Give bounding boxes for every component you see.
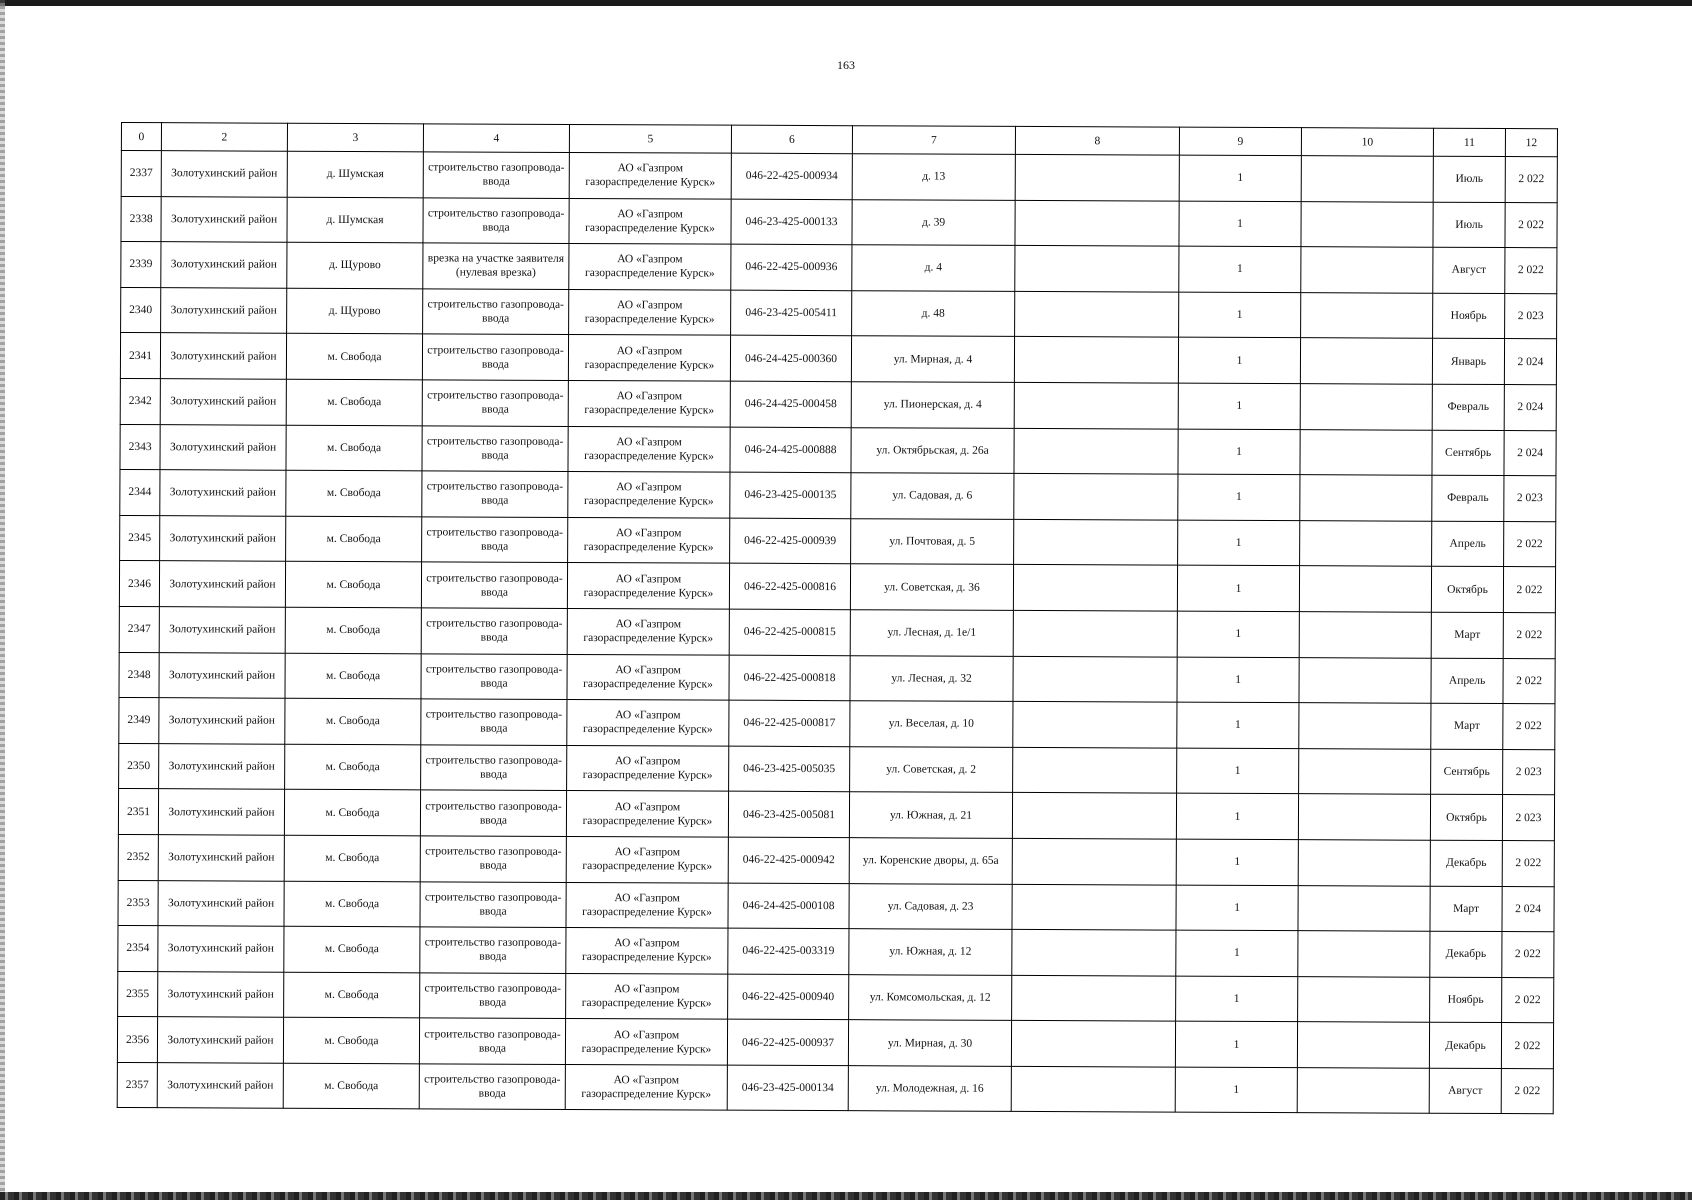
row-number: 2352 <box>118 834 158 880</box>
column-8-cell <box>1013 656 1177 702</box>
column-header: 4 <box>423 124 569 153</box>
quantity-cell: 1 <box>1179 201 1301 247</box>
column-10-cell <box>1300 520 1432 566</box>
month-cell: Январь <box>1432 339 1504 385</box>
table-row <box>117 1062 1553 1114</box>
quantity-cell: 1 <box>1178 429 1300 475</box>
row-number: 2347 <box>119 606 159 652</box>
column-8-cell <box>1013 702 1177 748</box>
settlement-cell: м. Свобода <box>286 516 422 562</box>
address-cell: ул. Южная, д. 21 <box>849 792 1012 838</box>
column-10-cell <box>1299 703 1431 749</box>
organization-cell: АО «Газпром газораспределение Курск» <box>567 563 729 609</box>
month-cell: Август <box>1429 1068 1501 1114</box>
row-number: 2356 <box>117 1017 157 1063</box>
scan-edge-bottom <box>0 1192 1692 1200</box>
year-cell: 2 023 <box>1504 476 1556 522</box>
work-type-cell: строительство газопровода-ввода <box>422 425 568 471</box>
work-type-cell: строительство газопровода-ввода <box>421 745 567 791</box>
record-code-cell: 046-22-425-000939 <box>730 518 851 564</box>
row-number: 2349 <box>119 698 159 744</box>
row-number: 2351 <box>118 789 158 835</box>
record-code-cell: 046-23-425-000134 <box>727 1065 848 1111</box>
organization-cell: АО «Газпром газораспределение Курск» <box>567 654 729 700</box>
quantity-cell: 1 <box>1177 702 1299 748</box>
year-cell: 2 023 <box>1502 795 1554 841</box>
record-code-cell: 046-22-425-000942 <box>728 837 849 883</box>
table-row <box>118 880 1554 932</box>
row-number: 2337 <box>121 151 161 197</box>
organization-cell: АО «Газпром газораспределение Курск» <box>566 791 728 837</box>
work-type-cell: строительство газопровода-ввода <box>421 699 567 745</box>
work-type-cell: строительство газопровода-ввода <box>420 790 566 836</box>
district-cell: Золотухинский район <box>160 470 286 516</box>
year-cell: 2 022 <box>1504 521 1556 567</box>
scan-edge-left <box>0 0 5 1200</box>
work-type-cell: строительство газопровода-ввода <box>423 289 569 335</box>
address-cell: ул. Почтовая, д. 5 <box>851 518 1014 564</box>
work-type-cell: строительство газопровода-ввода <box>420 836 566 882</box>
organization-cell: АО «Газпром газораспределение Курск» <box>567 745 729 791</box>
column-10-cell <box>1299 657 1431 703</box>
quantity-cell: 1 <box>1178 383 1300 429</box>
table-row <box>119 698 1555 750</box>
record-code-cell: 046-23-425-000135 <box>730 472 851 518</box>
table-row <box>120 378 1556 430</box>
record-code-cell: 046-23-425-005081 <box>728 791 849 837</box>
address-cell: ул. Мирная, д. 30 <box>848 1020 1011 1066</box>
table-row <box>119 743 1555 795</box>
row-number: 2346 <box>119 561 159 607</box>
year-cell: 2 024 <box>1504 385 1556 431</box>
settlement-cell: м. Свобода <box>283 1063 419 1109</box>
row-number: 2354 <box>118 926 158 972</box>
month-cell: Февраль <box>1432 475 1504 521</box>
district-cell: Золотухинский район <box>161 151 287 197</box>
column-8-cell <box>1014 382 1178 428</box>
year-cell: 2 022 <box>1503 658 1555 704</box>
district-cell: Золотухинский район <box>158 835 284 881</box>
district-cell: Золотухинский район <box>160 379 286 425</box>
month-cell: Март <box>1431 612 1503 658</box>
address-cell: д. 13 <box>852 154 1015 200</box>
column-header: 5 <box>569 124 731 153</box>
column-10-cell <box>1298 976 1430 1022</box>
work-type-cell: строительство газопровода-ввода <box>422 471 568 517</box>
quantity-cell: 1 <box>1176 793 1298 839</box>
organization-cell: АО «Газпром газораспределение Курск» <box>569 289 731 335</box>
settlement-cell: м. Свобода <box>285 653 421 699</box>
record-code-cell: 046-22-425-003319 <box>728 928 849 974</box>
address-cell: ул. Лесная, д. 1е/1 <box>850 610 1013 656</box>
settlement-cell: м. Свобода <box>284 790 420 836</box>
table-row <box>117 1017 1553 1069</box>
work-type-cell: строительство газопровода-ввода <box>422 380 568 426</box>
year-cell: 2 024 <box>1504 339 1556 385</box>
column-10-cell <box>1300 384 1432 430</box>
quantity-cell: 1 <box>1179 292 1301 338</box>
address-cell: ул. Молодежная, д. 16 <box>848 1066 1011 1112</box>
column-header: 3 <box>287 123 423 152</box>
address-cell: ул. Октябрьская, д. 26а <box>851 427 1014 473</box>
record-code-cell: 046-22-425-000936 <box>731 244 852 290</box>
table-row <box>121 196 1557 248</box>
column-8-cell <box>1012 838 1176 884</box>
table-row <box>118 834 1554 886</box>
month-cell: Сентябрь <box>1432 430 1504 476</box>
work-type-cell: строительство газопровода-ввода <box>420 881 566 927</box>
column-header: 8 <box>1015 126 1179 155</box>
month-cell: Октябрь <box>1431 567 1503 613</box>
column-10-cell <box>1298 794 1430 840</box>
quantity-cell: 1 <box>1178 474 1300 520</box>
month-cell: Июль <box>1433 202 1505 248</box>
work-type-cell: строительство газопровода-ввода <box>422 334 568 380</box>
column-header: 0 <box>121 123 161 151</box>
quantity-cell: 1 <box>1176 976 1298 1022</box>
quantity-cell: 1 <box>1177 748 1299 794</box>
year-cell: 2 022 <box>1502 977 1554 1023</box>
organization-cell: АО «Газпром газораспределение Курск» <box>566 928 728 974</box>
district-cell: Золотухинский район <box>160 333 286 379</box>
work-type-cell: строительство газопровода-ввода <box>419 1064 565 1110</box>
column-8-cell <box>1011 1066 1175 1112</box>
district-cell: Золотухинский район <box>159 652 285 698</box>
table-row <box>121 287 1557 339</box>
district-cell: Золотухинский район <box>159 743 285 789</box>
year-cell: 2 022 <box>1503 612 1555 658</box>
district-cell: Золотухинский район <box>161 287 287 333</box>
record-code-cell: 046-23-425-005035 <box>729 746 850 792</box>
column-8-cell <box>1014 474 1178 520</box>
quantity-cell: 1 <box>1178 337 1300 383</box>
row-number: 2339 <box>121 242 161 288</box>
month-cell: Февраль <box>1432 384 1504 430</box>
column-header: 7 <box>852 126 1015 155</box>
organization-cell: АО «Газпром газораспределение Курск» <box>568 380 730 426</box>
column-10-cell <box>1298 840 1430 886</box>
year-cell: 2 024 <box>1502 886 1554 932</box>
work-type-cell: строительство газопровода-ввода <box>420 927 566 973</box>
district-cell: Золотухинский район <box>159 698 285 744</box>
year-cell: 2 022 <box>1505 202 1557 248</box>
settlement-cell: м. Свобода <box>284 881 420 927</box>
organization-cell: АО «Газпром газораспределение Курск» <box>569 244 731 290</box>
record-code-cell: 046-24-425-000108 <box>728 883 849 929</box>
settlement-cell: м. Свобода <box>286 379 422 425</box>
settlement-cell: м. Свобода <box>285 698 421 744</box>
quantity-cell: 1 <box>1176 839 1298 885</box>
month-cell: Сентябрь <box>1431 749 1503 795</box>
column-header: 2 <box>161 123 287 152</box>
month-cell: Ноябрь <box>1433 293 1505 339</box>
district-cell: Золотухинский район <box>158 971 284 1017</box>
district-cell: Золотухинский район <box>161 196 287 242</box>
record-code-cell: 046-24-425-000888 <box>730 427 851 473</box>
column-8-cell <box>1011 1021 1175 1067</box>
district-cell: Золотухинский район <box>160 424 286 470</box>
organization-cell: АО «Газпром газораспределение Курск» <box>566 836 728 882</box>
column-header: 6 <box>731 125 852 154</box>
column-header: 12 <box>1505 129 1557 157</box>
table-row <box>120 470 1556 522</box>
quantity-cell: 1 <box>1178 520 1300 566</box>
column-8-cell <box>1012 884 1176 930</box>
record-code-cell: 046-24-425-000360 <box>730 336 851 382</box>
row-number: 2357 <box>117 1062 157 1108</box>
district-cell: Золотухинский район <box>158 926 284 972</box>
column-10-cell <box>1301 156 1433 202</box>
record-code-cell: 046-22-425-000818 <box>729 655 850 701</box>
work-type-cell: строительство газопровода-ввода <box>423 197 569 243</box>
record-code-cell: 046-22-425-000940 <box>728 974 849 1020</box>
table-row <box>118 971 1554 1023</box>
address-cell: ул. Лесная, д. 32 <box>850 655 1013 701</box>
work-type-cell: строительство газопровода-ввода <box>421 608 567 654</box>
column-10-cell <box>1297 1068 1429 1114</box>
settlement-cell: м. Свобода <box>284 926 420 972</box>
column-8-cell <box>1015 154 1179 200</box>
row-number: 2344 <box>120 470 160 516</box>
organization-cell: АО «Газпром газораспределение Курск» <box>567 700 729 746</box>
scan-edge-top <box>0 0 1692 6</box>
column-10-cell <box>1301 247 1433 293</box>
table-row <box>118 789 1554 841</box>
district-cell: Золотухинский район <box>161 242 287 288</box>
work-type-cell: строительство газопровода-ввода <box>421 653 567 699</box>
address-cell: д. 4 <box>852 245 1015 291</box>
column-8-cell <box>1015 200 1179 246</box>
table-row <box>120 333 1556 385</box>
settlement-cell: м. Свобода <box>286 470 422 516</box>
work-type-cell: врезка на участке заявителя (нулевая врезка) <box>423 243 569 289</box>
settlement-cell: м. Свобода <box>284 972 420 1018</box>
address-cell: д. 39 <box>852 199 1015 245</box>
record-code-cell: 046-22-425-000816 <box>729 564 850 610</box>
record-code-cell: 046-22-425-000817 <box>729 700 850 746</box>
table-row <box>120 515 1556 567</box>
quantity-cell: 1 <box>1177 657 1299 703</box>
year-cell: 2 022 <box>1501 1023 1553 1069</box>
organization-cell: АО «Газпром газораспределение Курск» <box>569 198 731 244</box>
table-row <box>119 652 1555 704</box>
settlement-cell: д. Щурово <box>287 242 423 288</box>
quantity-cell: 1 <box>1176 930 1298 976</box>
address-cell: ул. Садовая, д. 6 <box>851 473 1014 519</box>
district-cell: Золотухинский район <box>158 789 284 835</box>
row-number: 2338 <box>121 196 161 242</box>
quantity-cell: 1 <box>1175 1067 1297 1113</box>
quantity-cell: 1 <box>1176 885 1298 931</box>
page-number: 163 <box>837 58 855 72</box>
year-cell: 2 023 <box>1503 749 1555 795</box>
year-cell: 2 024 <box>1504 430 1556 476</box>
table-row <box>120 424 1556 476</box>
address-cell: ул. Советская, д. 36 <box>850 564 1013 610</box>
column-10-cell <box>1298 931 1430 977</box>
record-code-cell: 046-23-425-000133 <box>731 199 852 245</box>
table-row <box>119 606 1555 658</box>
settlement-cell: м. Свобода <box>285 744 421 790</box>
quantity-cell: 1 <box>1177 565 1299 611</box>
settlement-cell: м. Свобода <box>286 425 422 471</box>
register-table <box>117 122 1558 1115</box>
row-number: 2342 <box>120 378 160 424</box>
column-10-cell <box>1298 885 1430 931</box>
column-8-cell <box>1015 291 1179 337</box>
row-number: 2353 <box>118 880 158 926</box>
month-cell: Декабрь <box>1430 931 1502 977</box>
month-cell: Июль <box>1433 156 1505 202</box>
district-cell: Золотухинский район <box>159 607 285 653</box>
organization-cell: АО «Газпром газораспределение Курск» <box>565 1064 727 1110</box>
column-10-cell <box>1301 292 1433 338</box>
column-10-cell <box>1300 475 1432 521</box>
row-number: 2348 <box>119 652 159 698</box>
work-type-cell: строительство газопровода-ввода <box>422 517 568 563</box>
address-cell: ул. Советская, д. 2 <box>850 746 1013 792</box>
month-cell: Апрель <box>1431 658 1503 704</box>
row-number: 2341 <box>120 333 160 379</box>
record-code-cell: 046-22-425-000815 <box>729 609 850 655</box>
column-8-cell <box>1012 929 1176 975</box>
column-8-cell <box>1013 747 1177 793</box>
organization-cell: АО «Газпром газораспределение Курск» <box>568 335 730 381</box>
month-cell: Октябрь <box>1430 795 1502 841</box>
address-cell: ул. Коренские дворы, д. 65а <box>849 838 1012 884</box>
month-cell: Август <box>1433 247 1505 293</box>
column-8-cell <box>1013 565 1177 611</box>
column-10-cell <box>1297 1022 1429 1068</box>
work-type-cell: строительство газопровода-ввода <box>421 562 567 608</box>
work-type-cell: строительство газопровода-ввода <box>420 972 566 1018</box>
work-type-cell: строительство газопровода-ввода <box>423 152 569 198</box>
table-row <box>121 242 1557 294</box>
district-cell: Золотухинский район <box>159 561 285 607</box>
record-code-cell: 046-22-425-000937 <box>727 1019 848 1065</box>
settlement-cell: д. Шумская <box>287 151 423 197</box>
column-8-cell <box>1014 519 1178 565</box>
column-10-cell <box>1299 566 1431 612</box>
district-cell: Золотухинский район <box>157 1017 283 1063</box>
row-number: 2340 <box>121 287 161 333</box>
quantity-cell: 1 <box>1177 611 1299 657</box>
year-cell: 2 022 <box>1502 840 1554 886</box>
column-10-cell <box>1300 338 1432 384</box>
organization-cell: АО «Газпром газораспределение Курск» <box>567 608 729 654</box>
record-code-cell: 046-23-425-005411 <box>731 290 852 336</box>
organization-cell: АО «Газпром газораспределение Курск» <box>569 152 731 198</box>
row-number: 2343 <box>120 424 160 470</box>
address-cell: ул. Садовая, д. 23 <box>849 883 1012 929</box>
month-cell: Апрель <box>1432 521 1504 567</box>
month-cell: Ноябрь <box>1430 977 1502 1023</box>
record-code-cell: 046-22-425-000934 <box>731 153 852 199</box>
quantity-cell: 1 <box>1175 1021 1297 1067</box>
settlement-cell: м. Свобода <box>285 562 421 608</box>
settlement-cell: м. Свобода <box>285 607 421 653</box>
column-8-cell <box>1013 610 1177 656</box>
column-8-cell <box>1012 975 1176 1021</box>
year-cell: 2 022 <box>1505 157 1557 203</box>
month-cell: Декабрь <box>1429 1022 1501 1068</box>
year-cell: 2 022 <box>1505 248 1557 294</box>
organization-cell: АО «Газпром газораспределение Курск» <box>568 426 730 472</box>
address-cell: ул. Южная, д. 12 <box>849 929 1012 975</box>
address-cell: д. 48 <box>852 290 1015 336</box>
district-cell: Золотухинский район <box>158 880 284 926</box>
column-header: 9 <box>1179 127 1301 156</box>
address-cell: ул. Мирная, д. 4 <box>851 336 1014 382</box>
column-header: 10 <box>1301 128 1433 157</box>
year-cell: 2 022 <box>1502 932 1554 978</box>
organization-cell: АО «Газпром газораспределение Курск» <box>566 973 728 1019</box>
table-row <box>121 151 1557 203</box>
column-8-cell <box>1014 337 1178 383</box>
year-cell: 2 022 <box>1503 567 1555 613</box>
settlement-cell: д. Шумская <box>287 197 423 243</box>
address-cell: ул. Комсомольская, д. 12 <box>849 974 1012 1020</box>
month-cell: Март <box>1430 886 1502 932</box>
organization-cell: АО «Газпром газораспределение Курск» <box>566 882 728 928</box>
organization-cell: АО «Газпром газораспределение Курск» <box>568 517 730 563</box>
column-8-cell <box>1012 793 1176 839</box>
month-cell: Март <box>1431 703 1503 749</box>
column-header: 11 <box>1433 128 1505 156</box>
column-10-cell <box>1299 612 1431 658</box>
column-10-cell <box>1300 429 1432 475</box>
settlement-cell: м. Свобода <box>283 1017 419 1063</box>
column-10-cell <box>1299 748 1431 794</box>
table-row <box>118 926 1554 978</box>
year-cell: 2 022 <box>1501 1068 1553 1114</box>
address-cell: ул. Веселая, д. 10 <box>850 701 1013 747</box>
quantity-cell: 1 <box>1179 155 1301 201</box>
organization-cell: АО «Газпром газораспределение Курск» <box>568 472 730 518</box>
address-cell: ул. Пионерская, д. 4 <box>851 382 1014 428</box>
column-8-cell <box>1014 428 1178 474</box>
work-type-cell: строительство газопровода-ввода <box>419 1018 565 1064</box>
quantity-cell: 1 <box>1179 246 1301 292</box>
row-number: 2355 <box>118 971 158 1017</box>
row-number: 2345 <box>120 515 160 561</box>
month-cell: Декабрь <box>1430 840 1502 886</box>
organization-cell: АО «Газпром газораспределение Курск» <box>565 1019 727 1065</box>
year-cell: 2 022 <box>1503 704 1555 750</box>
district-cell: Золотухинский район <box>160 515 286 561</box>
year-cell: 2 023 <box>1505 293 1557 339</box>
record-code-cell: 046-24-425-000458 <box>730 381 851 427</box>
settlement-cell: м. Свобода <box>284 835 420 881</box>
column-10-cell <box>1301 201 1433 247</box>
table-row <box>119 561 1555 613</box>
row-number: 2350 <box>119 743 159 789</box>
district-cell: Золотухинский район <box>157 1063 283 1109</box>
settlement-cell: м. Свобода <box>286 334 422 380</box>
column-8-cell <box>1015 246 1179 292</box>
settlement-cell: д. Щурово <box>287 288 423 334</box>
